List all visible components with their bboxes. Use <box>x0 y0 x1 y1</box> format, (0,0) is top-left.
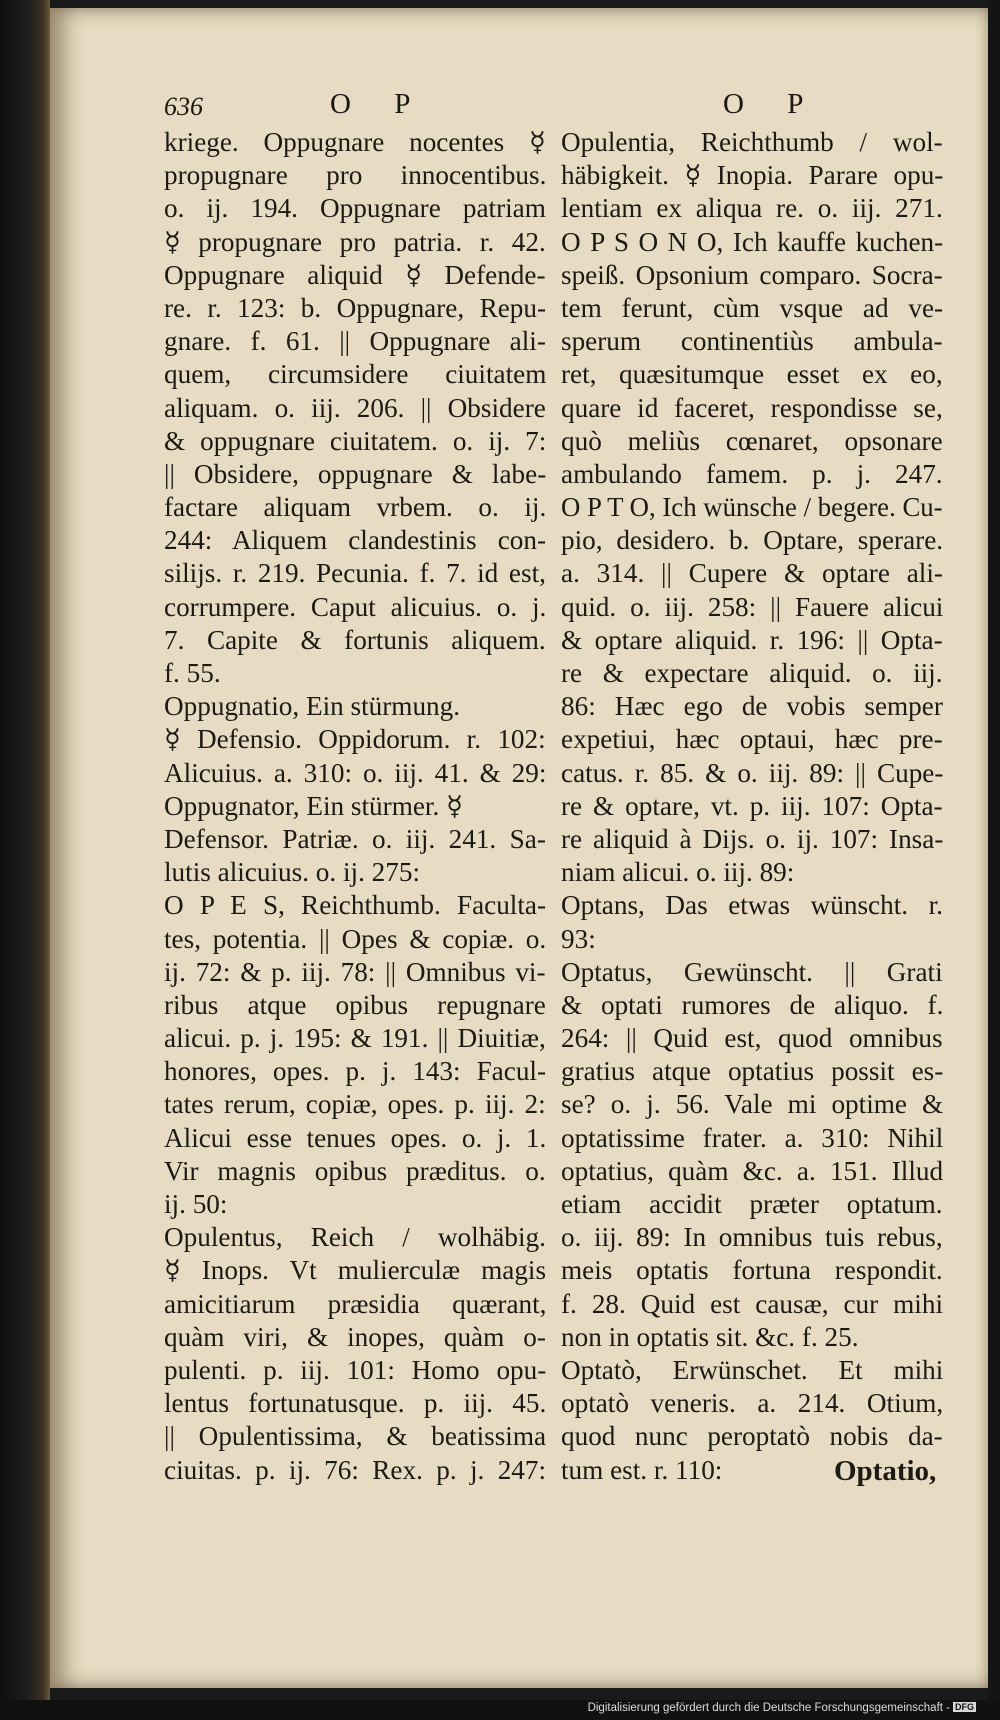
left-column-line: tes, potentia. || Opes & copiæ. o. <box>164 923 547 954</box>
left-column-line: Oppugnator, Ein stürmer. ☿ <box>164 790 463 821</box>
left-column-line: O P E S, Reichthumb. Faculta- <box>164 890 547 921</box>
book-page <box>50 8 988 1688</box>
left-column-line: honores, opes. p. j. 143: Facul- <box>164 1056 547 1087</box>
right-column-line: re & optare, vt. p. iij. 107: Opta- <box>561 790 943 821</box>
right-column-line: expetiui, hæc optaui, hæc pre- <box>561 724 943 755</box>
right-column-line: 264: || Quid est, quod omnibus <box>561 1023 943 1054</box>
left-column-line: Defensor. Patriæ. o. iij. 241. Sa- <box>164 823 546 854</box>
left-column-line: pulenti. p. iij. 101: Homo opu- <box>164 1354 547 1385</box>
right-column-line: f. 28. Quid est causæ, cur mihi <box>561 1288 943 1319</box>
left-text-column <box>164 126 546 1487</box>
book-spine-shadow <box>0 0 50 1720</box>
left-column-line: || Opulentissima, & beatissima <box>164 1421 547 1452</box>
left-column-line: propugnare pro innocentibus. <box>164 160 547 191</box>
left-column-line: ☿ propugnare pro patria. r. 42. <box>164 226 546 257</box>
right-column-line: häbigkeit. ☿ Inopia. Parare opu- <box>561 160 944 191</box>
dfg-logo: DFG <box>955 1702 974 1712</box>
right-column-line: & optati rumores de aliquo. f. <box>561 989 944 1020</box>
right-column-line: & optare aliquid. r. 196: || Opta- <box>561 624 943 655</box>
left-column-line: gnare. f. 61. || Oppugnare ali- <box>164 326 546 357</box>
left-column-line: 7. Capite & fortunis aliquem. <box>164 624 546 655</box>
left-column-line: tates rerum, copiæ, opes. p. iij. 2: <box>164 1089 546 1120</box>
catchword: Optatio, <box>834 1455 937 1487</box>
right-column-line: a. 314. || Cupere & optare ali- <box>561 558 943 589</box>
page-number: 636 <box>164 92 203 121</box>
left-column-line: quàm viri, & inopes, quàm o- <box>164 1321 546 1352</box>
left-column-line: corrumpere. Caput alicuius. o. j. <box>164 591 547 622</box>
left-column-line: f. 55. <box>164 658 221 688</box>
right-column-line: catus. r. 85. & o. iij. 89: || Cupe- <box>561 757 944 788</box>
right-column-line: 93: <box>561 923 596 954</box>
footer-credit <box>588 1702 976 1714</box>
left-column-line: factare aliquam vrbem. o. ij. <box>164 492 547 523</box>
left-column-line: || Obsidere, oppugnare & labe- <box>164 458 547 489</box>
left-column-line: 244: Aliquem clandestinis con- <box>164 525 547 556</box>
left-column-line: lutis alicuius. o. ij. 275: <box>164 857 421 888</box>
right-column-line: quò meliùs cœnaret, opsonare <box>561 425 943 456</box>
left-column-line: ☿ Defensio. Oppidorum. r. 102: <box>164 724 546 755</box>
scan-right-edge <box>988 0 1000 1720</box>
left-column-line: quem, circumsidere ciuitatem <box>164 359 547 390</box>
right-column-line: O P T O, Ich wünsche / begere. Cu- <box>561 492 943 523</box>
left-column-line: kriege. Oppugnare nocentes ☿ <box>164 127 546 157</box>
left-column-line: Oppugnare aliquid ☿ Defende- <box>164 259 546 290</box>
right-column-line: speiß. Opsonium comparo. Socra- <box>561 259 943 290</box>
right-column-line: tem ferunt, cùm vsque ad ve- <box>561 292 944 323</box>
right-column-line: etiam accidit præter optatum. <box>561 1189 943 1219</box>
right-column-line: quod nunc peroptatò nobis da- <box>561 1421 943 1452</box>
right-column-line: niam alicui. o. iij. 89: <box>561 857 795 888</box>
left-column-line: Alicui esse tenues opes. o. j. 1. <box>164 1122 547 1153</box>
right-column-line: quare id faceret, respondisse se, <box>561 392 943 423</box>
right-column-line: meis optatis fortuna respondit. <box>561 1255 943 1286</box>
left-column-line: ribus atque opibus repugnare <box>164 989 546 1020</box>
right-column-line: o. iij. 89: In omnibus tuis rebus, <box>561 1222 943 1253</box>
left-column-line: amicitiarum præsidia quærant, <box>164 1288 547 1319</box>
right-column-line: optatissime frater. a. 310: Nihil <box>561 1122 944 1153</box>
right-column-heading: O P <box>723 88 822 120</box>
right-column-line: re aliquid à Dijs. o. ij. 107: Insa- <box>561 823 944 854</box>
left-column-line: Opulentus, Reich / wolhäbig. <box>164 1222 546 1253</box>
right-column-line: sperum continentiùs ambula- <box>561 326 943 357</box>
right-column-line: tum est. r. 110: <box>561 1454 723 1485</box>
right-column-line: Opulentia, Reichthumb / wol- <box>561 127 943 157</box>
left-column-line: ij. 50: <box>164 1189 228 1219</box>
right-column-line: ret, quæsitumque esset ex eo, <box>561 359 943 390</box>
left-column-line: silijs. r. 219. Pecunia. f. 7. id est, <box>164 558 546 589</box>
left-column-line: ciuitas. p. ij. 76: Rex. p. j. 247: <box>164 1454 547 1485</box>
left-column-line: ☿ Inops. Vt mulierculæ magis <box>164 1255 547 1286</box>
left-column-line: Vir magnis opibus præditus. o. <box>164 1155 546 1186</box>
right-column-line: quid. o. iij. 258: || Fauere alicui <box>561 591 944 622</box>
right-column-line: ambulando famem. p. j. 247. <box>561 458 943 489</box>
right-column-line: O P S O N O, Ich kauffe kuchen- <box>561 226 944 257</box>
right-column-line: lentiam ex aliqua re. o. iij. 271. <box>561 193 943 224</box>
right-text-column <box>561 126 943 1487</box>
left-column-line: aliquam. o. iij. 206. || Obsidere <box>164 392 546 423</box>
left-column-line: re. r. 123: b. Oppugnare, Repu- <box>164 292 547 323</box>
left-column-line: & oppugnare ciuitatem. o. ij. 7: <box>164 425 547 456</box>
footer-credit-text: Digitalisierung gefördert durch die Deutsche Forschungsgemeinschaft - <box>587 1702 950 1714</box>
left-column-heading: O P <box>330 88 429 120</box>
right-column-line: non in optatis sit. &c. f. 25. <box>561 1321 859 1352</box>
right-column-line: re & expectare aliquid. o. iij. <box>561 658 943 688</box>
right-column-line: optatò veneris. a. 214. Otium, <box>561 1388 944 1419</box>
right-column-line: gratius atque optatius possit es- <box>561 1056 944 1087</box>
right-column-line: pio, desidero. b. Optare, sperare. <box>561 525 944 556</box>
right-column-line: Optans, Das etwas wünscht. r. <box>561 890 943 921</box>
right-column-line: 86: Hæc ego de vobis semper <box>561 691 943 722</box>
left-column-line: o. ij. 194. Oppugnare patriam <box>164 193 546 224</box>
right-column-line: Optatus, Gewünscht. || Grati <box>561 956 943 987</box>
right-column-line: Optatò, Erwünschet. Et mihi <box>561 1354 944 1385</box>
left-column-line: Alicuius. a. 310: o. iij. 41. & 29: <box>164 757 547 788</box>
left-column-line: lentus fortunatusque. p. iij. 45. <box>164 1388 547 1419</box>
right-column-line: se? o. j. 56. Vale mi optime & <box>561 1089 944 1120</box>
digitization-footer <box>0 1700 1000 1720</box>
left-column-line: alicui. p. j. 195: & 191. || Diuitiæ, <box>164 1023 546 1054</box>
left-column-line: Oppugnatio, Ein stürmung. <box>164 691 461 722</box>
left-column-line: ij. 72: & p. iij. 78: || Omnibus vi- <box>164 956 546 987</box>
right-column-line: optatius, quàm &c. a. 151. Illud <box>561 1155 944 1186</box>
